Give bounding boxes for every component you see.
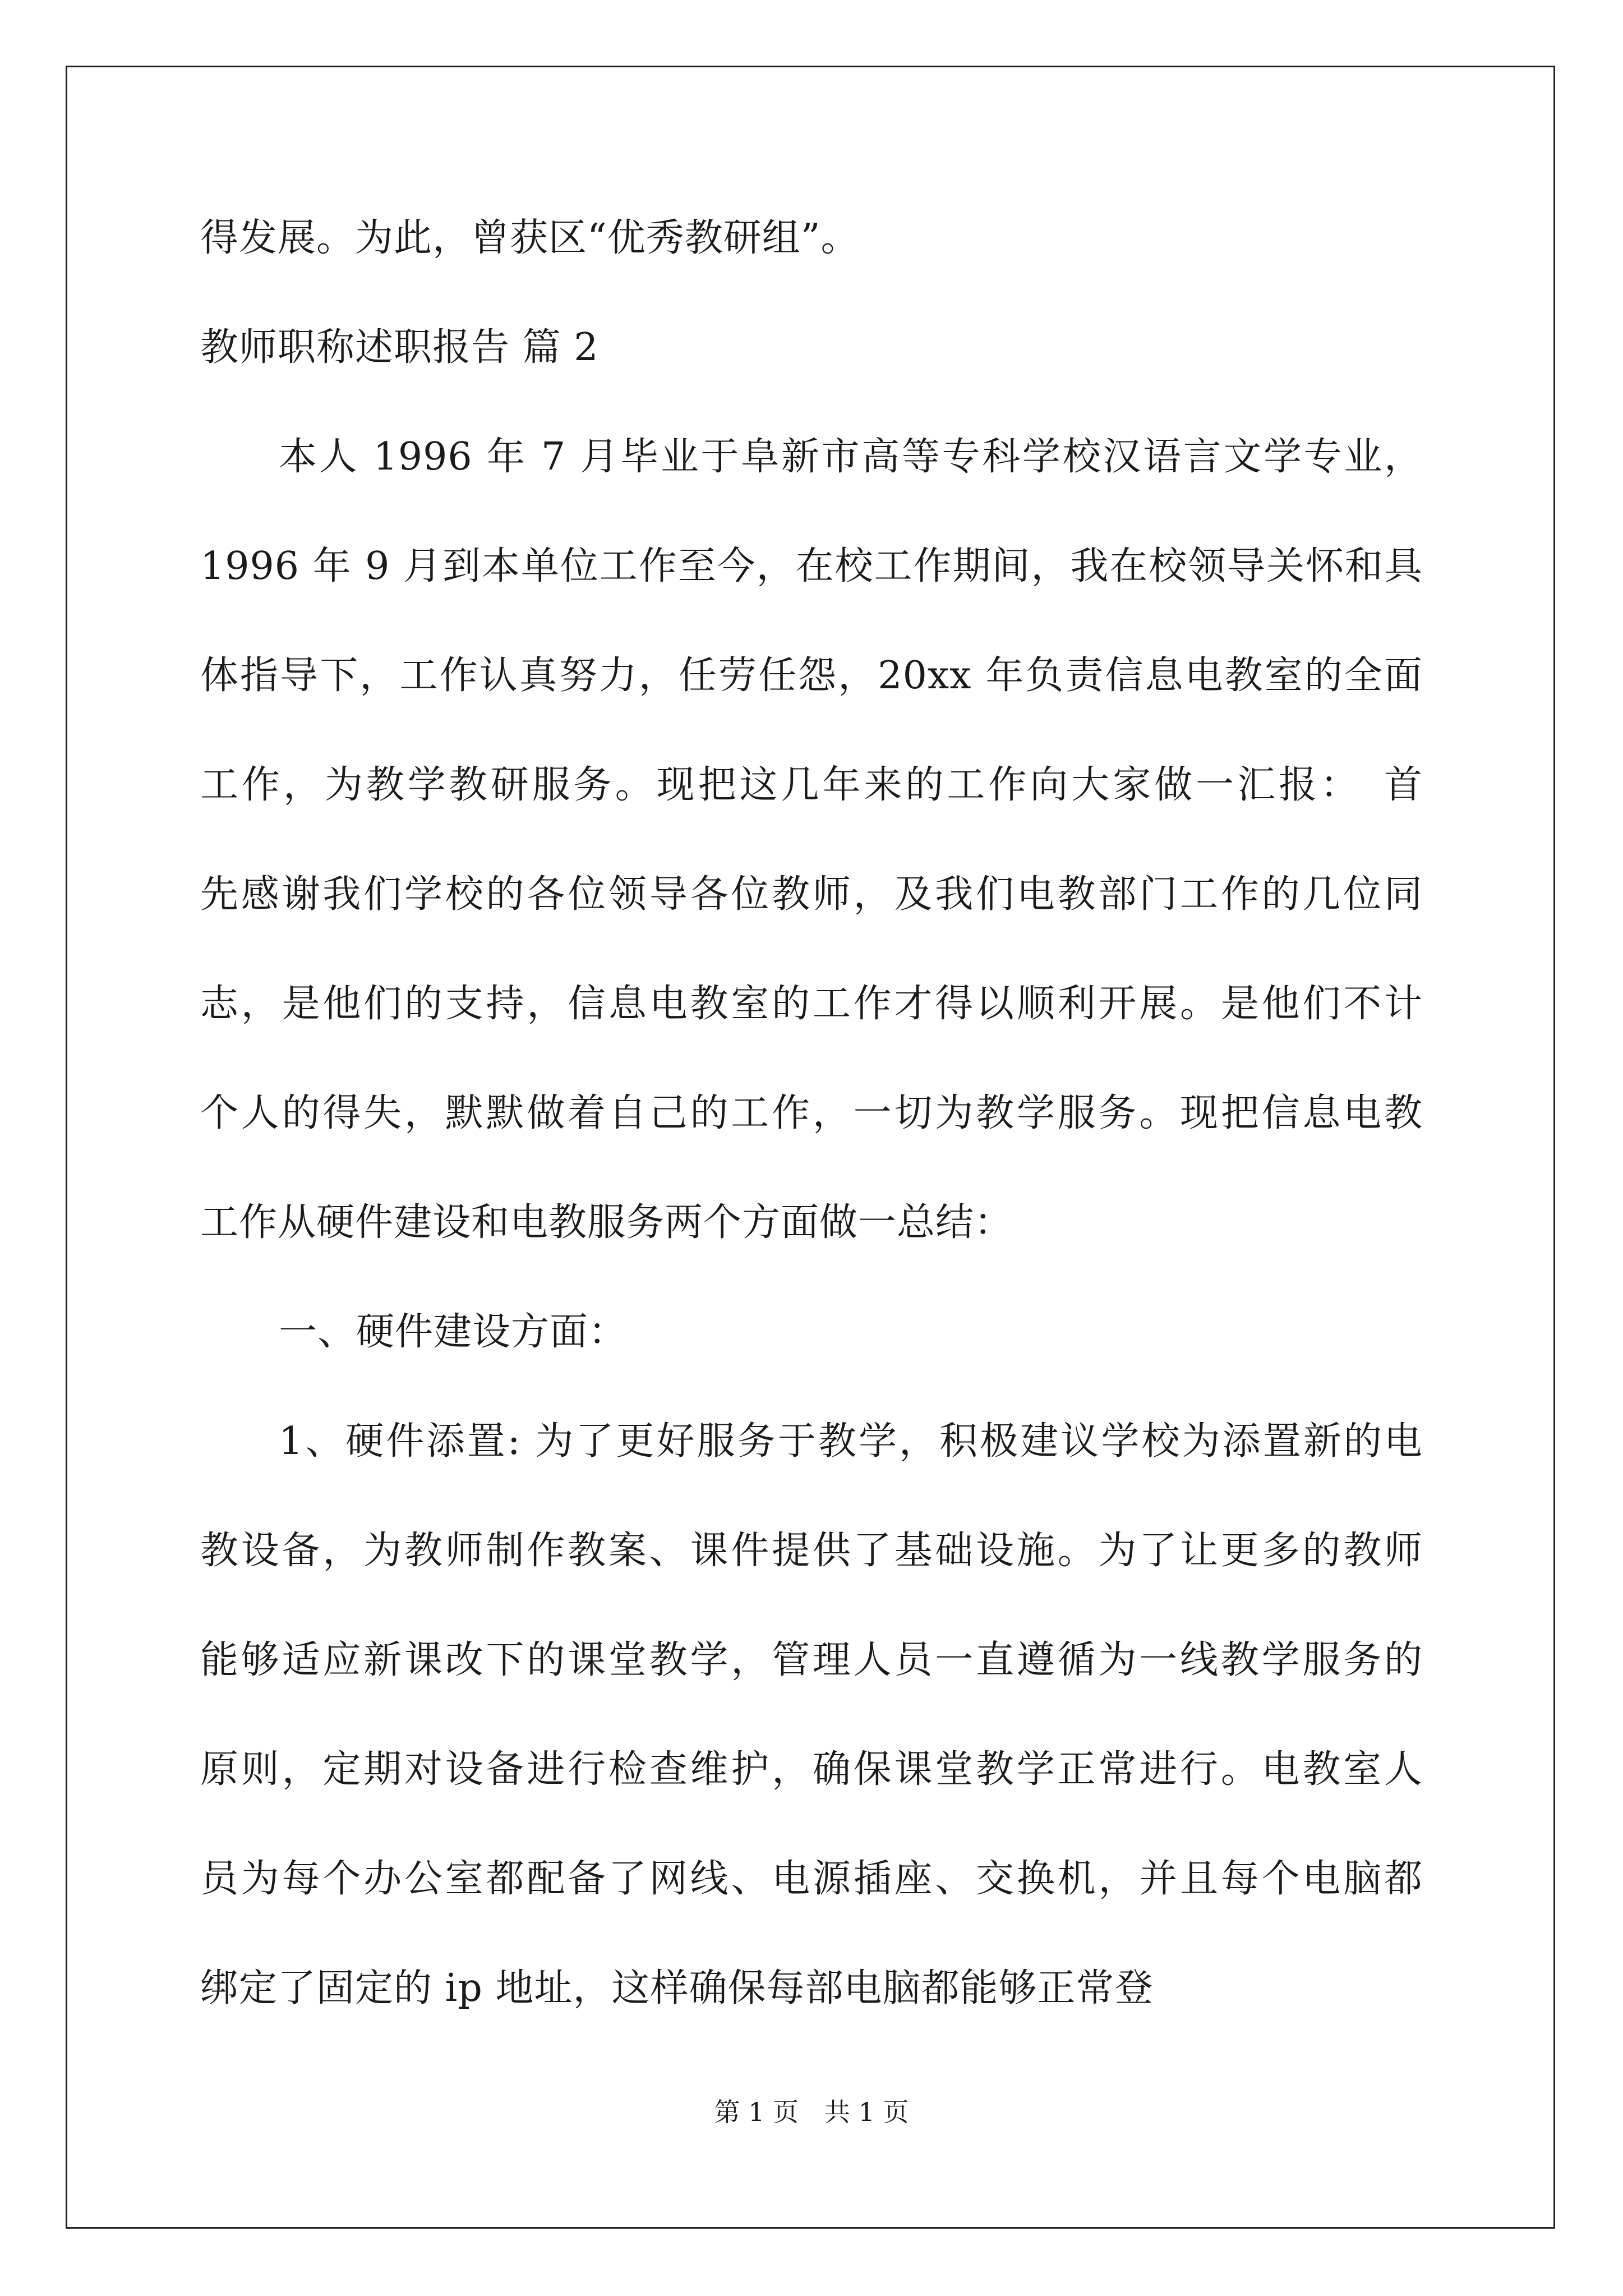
page-number: 第 1 页 共 1 页 — [714, 2097, 909, 2127]
text-line: 个人的得失，默默做着自己的工作，一切为教学服务。现把信息电教 — [200, 1091, 1423, 1135]
text-line: 能够适应新课改下的课堂教学，管理人员一直遵循为一线教学服务的 — [200, 1638, 1423, 1682]
text-line: 员为每个办公室都配备了网线、电源插座、交换机，并且每个电脑都 — [200, 1857, 1423, 1901]
text-line: 得发展。为此，曾获区“优秀教研组”。 — [200, 216, 860, 260]
text-line: 体指导下，工作认真努力，任劳任怨，20xx 年负责信息电教室的全面 — [200, 654, 1423, 698]
text-line: 先感谢我们学校的各位领导各位教师，及我们电教部门工作的几位同 — [200, 872, 1423, 917]
text-line: 1、硬件添置: 为了更好服务于教学，积极建议学校为添置新的电 — [279, 1419, 1423, 1464]
text-line: 工作从硬件建设和电教服务两个方面做一总结： — [200, 1200, 1013, 1245]
text-line: 绑定了固定的 ip 地址，这样确保每部电脑都能够正常登 — [200, 1966, 1154, 2010]
text-line: 志，是他们的支持，信息电教室的工作才得以顺利开展。是他们不计 — [200, 982, 1423, 1026]
subsection-heading: 一、硬件建设方面： — [279, 1310, 628, 1354]
section-heading: 教师职称述职报告 篇 2 — [200, 325, 599, 370]
text-line: 教设备，为教师制作教案、课件提供了基础设施。为了让更多的教师 — [200, 1529, 1423, 1573]
text-line: 1996 年 9 月到本单位工作至今，在校工作期间，我在校领导关怀和具 — [200, 544, 1423, 588]
text-line: 本人 1996 年 7 月毕业于阜新市高等专科学校汉语言文学专业， — [279, 435, 1423, 479]
text-line: 原则，定期对设备进行检查维护，确保课堂教学正常进行。电教室人 — [200, 1747, 1423, 1792]
text-line: 工作，为教学教研服务。现把这几年来的工作向大家做一汇报： 首 — [200, 763, 1423, 807]
